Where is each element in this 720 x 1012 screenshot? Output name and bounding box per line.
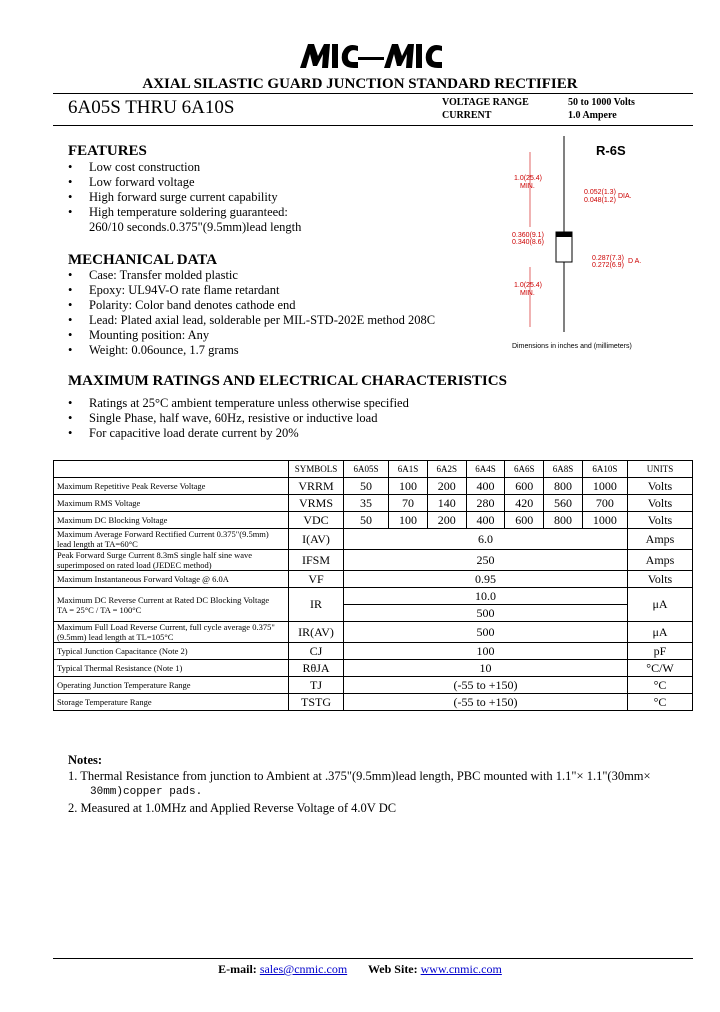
- features-list: [68, 160, 301, 235]
- features-title: FEATURES: [68, 143, 147, 159]
- package-outline-diagram: [490, 132, 710, 362]
- list-item: • Ratings at 25°C ambient temperature unless otherwise specified: [68, 396, 409, 410]
- table-row: Operating Junction Temperature Range TJ (-55 to +150) °C: [54, 677, 693, 694]
- header-cell: 6A4S: [466, 461, 505, 478]
- email-label: E-mail:: [218, 962, 257, 976]
- dim-text: 1.0(25.4): [514, 282, 543, 289]
- dim-text: MIN.: [520, 290, 535, 297]
- footer: [0, 962, 720, 977]
- list-item: • Epoxy: UL94V-O rate flame retardant: [68, 283, 280, 297]
- list-item: • For capacitive load derate current by 20%: [68, 426, 299, 440]
- list-item: 260/10 seconds.0.375"(9.5mm)lead length: [89, 220, 302, 234]
- table-row: Typical Thermal Resistance (Note 1) RθJA 10 °C/W: [54, 660, 693, 677]
- list-item: • Weight: 0.06ounce, 1.7 grams: [68, 343, 239, 357]
- note-2: 2. Measured at 1.0MHz and Applied Reverse Voltage of 4.0V DC: [68, 801, 397, 815]
- email-link[interactable]: sales@cnmic.com: [259, 962, 348, 976]
- list-item: • Lead: Plated axial lead, solderable per MIL-STD-202E method 208C: [68, 313, 436, 327]
- mechanical-title: MECHANICAL DATA: [68, 252, 218, 268]
- characteristics-table: [53, 460, 693, 711]
- table-row: Typical Junction Capacitance (Note 2) CJ 100 pF: [54, 643, 693, 660]
- package-name: R-6S: [596, 143, 626, 158]
- current-value: 1.0 Ampere: [568, 110, 617, 121]
- note-1-cont: 30mm)copper pads.: [90, 786, 203, 798]
- spec-summary: [442, 96, 635, 122]
- notes: [68, 752, 651, 816]
- list-item: • Low cost construction: [68, 160, 201, 174]
- table-row: Storage Temperature Range TSTG (-55 to +150) °C: [54, 694, 693, 711]
- header-cell: 6A2S: [427, 461, 466, 478]
- dim-text: 0.360(9.1): [512, 232, 544, 239]
- table-row: Maximum DC Blocking Voltage VDC 50 100 200 400 600 800 1000 Volts: [54, 512, 693, 529]
- mechanical-list: [68, 268, 435, 358]
- dim-text: 0.340(8.6): [512, 239, 544, 246]
- dim-text: D A.: [628, 258, 642, 265]
- header-cell: 6A05S: [344, 461, 389, 478]
- table-row: Maximum Full Load Reverse Current, full cycle average 0.375"(9.5mm) lead length at TL=105°C IR(AV) 500 μA: [54, 622, 693, 643]
- list-item: • Mounting position: Any: [68, 328, 210, 342]
- header-cell: 6A6S: [505, 461, 544, 478]
- header-cell: 6A10S: [582, 461, 627, 478]
- header-cell: 6A8S: [544, 461, 583, 478]
- voltage-label: VOLTAGE RANGE: [442, 97, 529, 108]
- current-label: CURRENT: [442, 110, 492, 121]
- dimension-caption: Dimensions in inches and (millimeters): [512, 343, 632, 350]
- company-logo: [298, 40, 448, 70]
- list-item: • Case: Transfer molded plastic: [68, 268, 238, 282]
- dim-text: 0.048(1.2): [584, 197, 616, 204]
- list-item: • High temperature soldering guaranteed:: [68, 205, 288, 219]
- document-title: AXIAL SILASTIC GUARD JUNCTION STANDARD RECTIFIER: [142, 76, 578, 92]
- table-header-row: [54, 461, 693, 478]
- dim-text: 0.287(7.3): [592, 255, 624, 262]
- table-row: Maximum RMS Voltage VRMS 35 70 140 280 420 560 700 Volts: [54, 495, 693, 512]
- table-row: 500: [54, 605, 693, 622]
- ratings-title: MAXIMUM RATINGS AND ELECTRICAL CHARACTERISTICS: [68, 373, 507, 389]
- list-item: • Single Phase, half wave, 60Hz, resistive or inductive load: [68, 411, 378, 425]
- header-cell: UNITS: [628, 461, 693, 478]
- header-cell: 6A1S: [389, 461, 428, 478]
- dim-text: DIA.: [618, 193, 632, 200]
- voltage-value: 50 to 1000 Volts: [568, 97, 635, 108]
- web-label: Web Site:: [367, 962, 418, 976]
- dim-text: 0.052(1.3): [584, 189, 616, 196]
- list-item: • High forward surge current capability: [68, 190, 278, 204]
- table-row: Peak Forward Surge Current 8.3mS single half sine wave superimposed on rated load (JEDEC method) IFSM 250 Amps: [54, 550, 693, 571]
- notes-title: Notes:: [68, 753, 103, 767]
- dim-text: 0.272(6.9): [592, 262, 624, 269]
- table-row: Maximum Average Forward Rectified Current 0.375"(9.5mm) lead length at TA=60°C I(AV) 6.0 Amps: [54, 529, 693, 550]
- header-cell: SYMBOLS: [289, 461, 344, 478]
- dim-text: 1.0(25.4): [514, 175, 543, 182]
- table-row: Maximum DC Reverse Current at Rated DC Blocking Voltage TA = 25°C / TA = 100°C IR 10.0 μA: [54, 588, 693, 605]
- part-number-range: 6A05S THRU 6A10S: [68, 97, 235, 118]
- website-link[interactable]: www.cnmic.com: [420, 962, 502, 976]
- note-1: 1. Thermal Resistance from junction to Ambient at .375"(9.5mm)lead length, PBC mounted with 1.1"× 1.1"(30mm×: [68, 769, 651, 783]
- dim-text: MIN.: [520, 183, 535, 190]
- table-row: Maximum Instantaneous Forward Voltage @ 6.0A VF 0.95 Volts: [54, 571, 693, 588]
- table-row: Maximum Repetitive Peak Reverse Voltage VRRM 50 100 200 400 600 800 1000 Volts: [54, 478, 693, 495]
- list-item: • Polarity: Color band denotes cathode end: [68, 298, 296, 312]
- ratings-list: [68, 396, 409, 441]
- list-item: • Low forward voltage: [68, 175, 195, 189]
